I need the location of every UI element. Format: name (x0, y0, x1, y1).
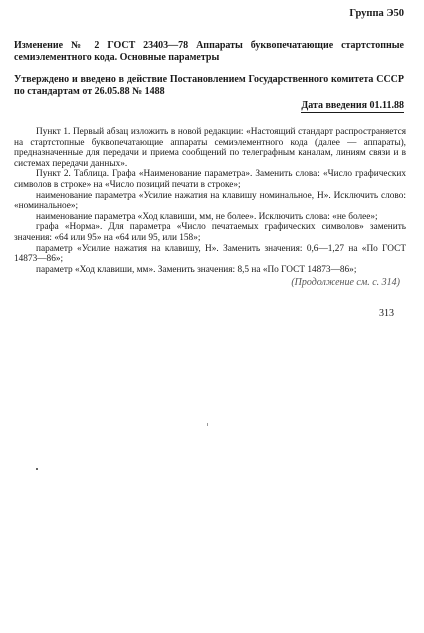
amendment-title: Изменение № 2 ГОСТ 23403—78 Аппараты буквопечатающие стартстопные семиэлементного кода. Основные параметры (14, 40, 404, 63)
paragraph: графа «Норма». Для параметра «Число печатаемых графических символов» заменить значения: «64 или 95» на «64 или 95, или 158»; (14, 222, 406, 243)
scan-speck (36, 468, 38, 470)
group-code: Группа Э50 (349, 8, 404, 19)
scan-speck (207, 423, 208, 426)
paragraph: Пункт 1. Первый абзац изложить в новой редакции: «Настоящий стандарт распространяется на стартстопные буквопечатающие аппараты семиэлементного кода (далее — аппараты), предназначенные для передачи и приема сообщений по телеграфным каналам, линиям связи и в системах передачи данных». (14, 127, 406, 169)
document-body (14, 127, 406, 275)
paragraph: наименование параметра «Ход клавиши, мм, не более». Исключить слова: «не более»; (36, 211, 378, 222)
page-number: 313 (379, 308, 394, 319)
paragraph: параметр «Ход клавиши, мм». Заменить значения: 8,5 на «По ГОСТ 14873—86»; (36, 264, 357, 275)
paragraph: Пункт 2. Таблица. Графа «Наименование параметра». Заменить слова: «Число графических символов в строке» на «Число позиций печати в строке»; (14, 169, 406, 190)
approval-statement: Утверждено и введено в действие Постановлением Государственного комитета СССР по стандартам от 26.05.88 № 1488 (14, 74, 404, 97)
introduction-date: Дата введения 01.11.88 (301, 100, 404, 111)
paragraph: наименование параметра «Усилие нажатия на клавишу номинальное, Н». Исключить слово: «номинальное»; (14, 190, 406, 212)
paragraph: параметр «Усилие нажатия на клавишу, Н». Заменить значения: 0,6—1,27 на «По ГОСТ 14873—86»; (14, 243, 406, 265)
continuation-note: (Продолжение см. с. 314) (291, 277, 400, 288)
